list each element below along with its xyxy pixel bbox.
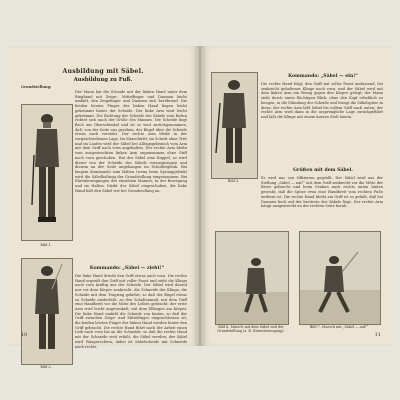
paragraph-gruessen: Es wird nur von Offizieren gegrüßt. Der Säbel wird aus der Stellung „Säbel — auf!“ mit dem Griff senkrecht vor die Mitte der Brust gebracht und beim Senken nach rechts unten hinten gesenkt, daß die Spitze etwa eine Handbreit vom rechten Fuße entfernt ist. Die rechte Hand bleibt am Griff ist so gefaßt, daß bei Daumen hoch auf der breiteste des Säbels liegt. Der rechte Arm hängt ausgestreckt an der rechten Seite herab. [261, 176, 383, 209]
paragraph-saebel-zieht: Die linke Hand drückt den Griff etwas nach vorn. Die rechte Hand ergreift den Griff mit voller Faust und zieht die Klinge nach vorn kräftig aus der Scheide. Der Säbel wird darauf nur vor dem Körper senkrecht, die Schneide der Klinge, die Scheide mit dem Tragring gekehrt, so daß der Bügel etwas zu Scheide niederfaßt, zu den Schaltenmalt, mit dem Griff eine Handbreit vor die Mitte des Leibes gebracht; der erste Arm wird leicht angewinkelt, mit dem Ellbogen am Körper. Die linke Hand umfaßt die Scheide von hinten, so daß der Griff zwischen Zeige- und Mittelfinger eingeschlossen ist; die beiden letzten Finger der linken Hand werden hinter den Griff gebracht. Die rechte Hand führt nach der Arbeit einen Leib nach vorn bis an die Schneide, so daß die rechte Hand mit der Schneide weit erfaßt, die Säbel werden; der Säbel wird Waagerechten, dabei ist Säbelscheide mit Schneide nach rechts. [75, 274, 187, 349]
paragraph-saebel-ein: Die rechte Hand folgt, den Griff mit voller Faust umfassend, bei senkrecht gehaltener Klinge nach vorn, und der Säbel wird mit dem linken Arm ein Wenig gegen den Körper gelegt; der Mann sieht durch einen flüchtigen Blick, ohne den Kopf erheblich zu beugen, in die Mündung der Scheide und bringt die Säbelspitze in diese; der rechte Arm läßt Säbel bis vollem Griff nach unten; der rechte Arm wird dann in die ursprüngliche Lage zurückgeführt und läßt die Klinge mit einem kurzen Stoß hinein. [261, 82, 383, 119]
photo-march-saber [215, 231, 289, 325]
photo4-caption: Bild 6. Marsch mit dem Säbel und der Grundstellung (z. B. Ehrenbezeugung). [217, 325, 285, 333]
soldier-figure-3 [212, 73, 257, 178]
photo2-caption: Bild 2. [40, 365, 52, 369]
page-number-left: 10 [21, 332, 28, 338]
soldier-figure-march-2 [300, 232, 380, 324]
paragraph-grundstellung: Der Mann hat die Scheide mit der linken Hand unter dem Ringband mit Zeige-, Mittelfinger und Daumen leicht umfaßt, den Zeigefinger und Daumen sich berührend. Die beiden letzten Finger der linken Hand liegen leicht gekrümmt hinter der Scheide. Der linke Arm wird leicht gekrümmt. Die Richtung der Scheide des Säbels vom Boden richtet sich nach der Größe des Mannes. Die Scheide liegt flach am Oberschenkel und ist so weit zurückgenommen, daß, von der Seite aus gesehen, der Bügel über die Scheide etwas nach vorsteht. Der rechte Arm bleibt in der vorgeschriebenen Lage. Im Marschtritt, im Schritt ohne Tritt und im Laufen wird der Säbel bei Alltagsgebrauch vom Arm mit dem Griff nach vorn angehalten. Der rechte Arm bleibt vom ausgestreckten linken Arm angenommen ohne Griff nach vorn geschoben. Hat der Säbel eine Kuppel, so wird dieser von der Scheide des Säbels vorausgezogen und diesem an der Seite angehangen im Schulterglenk. Bei langem Kommando zum Halten (wenn beim Sprunggelenk) wird die Säbelhaltung der Grundstellung eingenommen. Bei Ehrenbezeigungen des einzelnen Mannes, in der Bewegung und im Halten, bleibt der Säbel eingeschoben, die linke Hand hält den Säbel wie bei Grundstellung an. [75, 90, 187, 193]
page-number-right: 11 [374, 332, 381, 338]
page-title: Ausbildung mit Säbel. [62, 68, 144, 75]
book-spread [7, 46, 393, 369]
page-subtitle: Ausbildung zu Fuß. [73, 77, 133, 83]
section-label: Grundstellung: [21, 85, 52, 89]
photo5-caption: Bild 7. Marsch mit „Säbel — auf!“ [309, 325, 369, 329]
left-page [7, 46, 199, 369]
photo-soldier-standing [21, 104, 73, 241]
section-heading-gruessen: Grüßen mit dem Säbel. [293, 168, 353, 173]
photo1-caption: Bild 1. [40, 243, 52, 247]
soldier-figure-1 [22, 105, 72, 240]
photo3-caption: Bild 3. [227, 179, 240, 183]
right-page [201, 46, 393, 346]
photo-march-saber-auf [299, 231, 381, 325]
photo-soldier-saber-sheathing [211, 72, 258, 179]
soldier-figure-2 [22, 259, 72, 364]
command-heading: Kommando: „Säbel — zieht!“ [89, 266, 165, 271]
photo-soldier-saber [21, 258, 73, 365]
command-heading-ein: Kommando: „Säbel — ein!“ [288, 74, 358, 79]
soldier-figure-march-1 [216, 232, 288, 324]
